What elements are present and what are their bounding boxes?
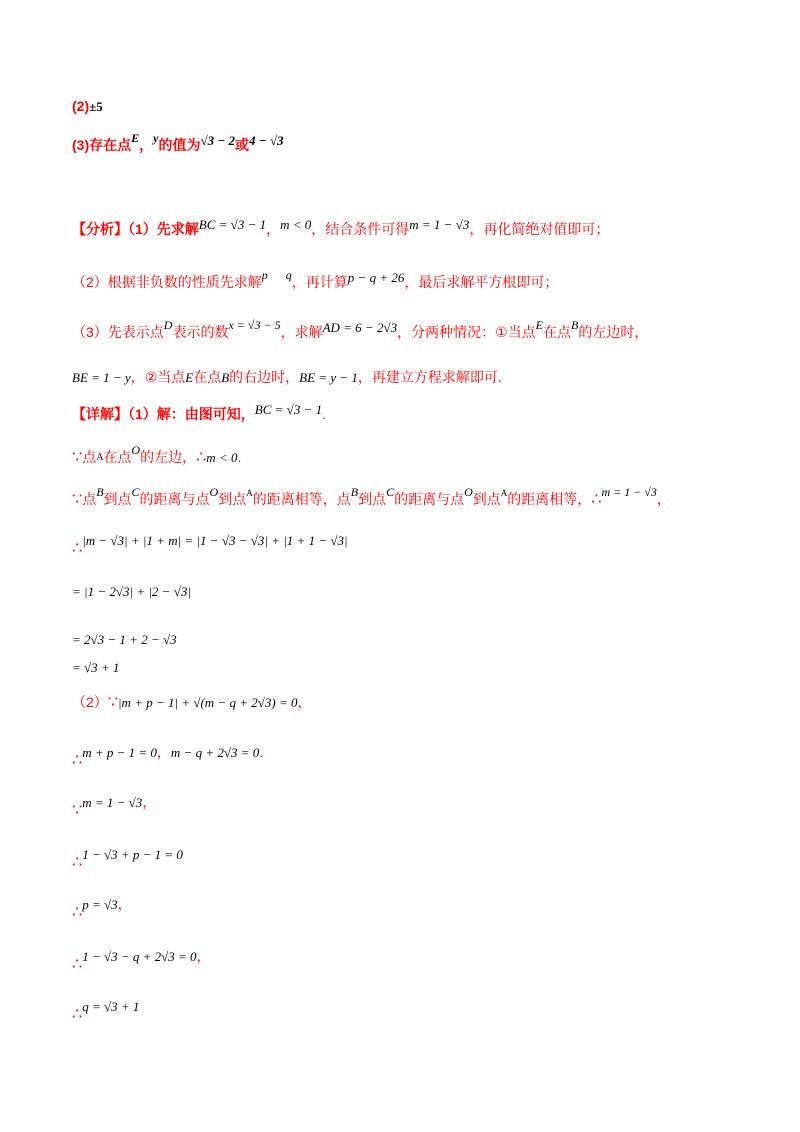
var-D: D [163,318,173,332]
formula: |m + p − 1| + √(m − q + 2√3) = 0 [117,695,298,710]
detail-line-11 [72,846,183,871]
answer-3-text: (3)存在点 [72,137,132,153]
answer-3-value2: 4 − √3 [248,133,284,148]
var-p: p [261,268,268,282]
because-symbol: ∵ [72,489,83,508]
formula: = |1 − 2√3| + |2 − √3| [72,584,191,599]
formula: m = 1 − √3 [601,485,657,499]
var-E: E [131,131,140,145]
var-A: A [500,488,508,498]
detail-line-2 [72,443,242,466]
detail-line-12 [72,896,132,921]
text: 到点 [103,491,132,507]
detail-line-8 [72,694,311,710]
text: 的距离相等， [507,491,592,507]
text: 点 [82,449,97,465]
answer-3 [72,131,284,153]
text: 的距离相等，点 [252,491,351,507]
therefore-symbol: ∴ [196,447,207,466]
detail-line-3 [72,485,671,508]
analysis-heading: 【分析】（1）先求解 [72,221,199,237]
answer-2 [72,99,103,113]
answer-2-label: (2) [72,98,90,114]
text: 到点 [472,491,501,507]
text: ，结合条件可得 [311,221,410,237]
text: 点 [82,491,97,507]
answer-3-text2: 的值为 [158,137,201,153]
text: . [259,744,264,760]
therefore-symbol: ∴ [72,852,83,871]
text: 的右边时， [229,369,300,385]
formula: m < 0 [280,217,312,232]
text: 的左边， [140,449,197,465]
detail-line-14 [72,998,140,1023]
text: 表示的数 [172,324,229,340]
formula: = √3 + 1 [72,660,120,675]
text: ， [196,948,211,964]
detail-line-1 [72,402,326,422]
analysis-line-1 [72,217,610,237]
var-O: O [209,485,219,499]
text: ，再建立方程求解即可. [357,369,502,385]
formula: m = 1 − √3 [409,217,470,232]
text: （2）根据非负数的性质先求解 [72,274,262,290]
formula: 1 − √3 + p − 1 = 0 [82,847,183,862]
detail-line-5 [72,584,191,600]
var-B: B [350,485,359,499]
answer-3-or: 或 [234,137,249,153]
therefore-symbol: ∴ [72,750,83,769]
text: 在点 [193,369,222,385]
formula: 1 − √3 − q + 2√3 = 0 [82,949,197,964]
var-C: C [131,485,140,499]
text: ， [297,694,312,710]
detail-heading: 【详解】（1）解：由图可知， [72,406,255,422]
formula: m − q + 2√3 = 0 [170,745,260,760]
text: 到点 [218,491,247,507]
because-symbol: ∵ [72,800,83,819]
detail-line-13 [72,948,211,973]
text: 的距离与点 [394,491,465,507]
var-A: A [96,452,104,463]
text: ，最后求解平方根即可； [404,274,559,290]
answer-3-value1: √3 − 2 [200,133,235,148]
text: . [322,406,326,422]
text: ， [117,896,132,912]
var-B: B [221,370,230,385]
because-symbol: ∵ [107,692,118,711]
formula: BE = y − 1 [299,370,358,385]
formula: BC = √3 − 1 [198,217,267,232]
var-E: E [185,370,194,385]
var-B: B [96,485,104,499]
var-E: E [535,318,543,332]
var-C: C [386,485,395,499]
text: ，再计算 [291,274,348,290]
analysis-line-3 [72,318,649,340]
detail-line-6 [72,632,177,648]
formula: m + p − 1 = 0 [82,745,157,760]
text: ， [656,491,671,507]
detail-line-4 [72,532,348,557]
comma: ， [266,221,281,237]
text: 的距离与点 [139,491,210,507]
formula: p − q + 26 [347,270,405,285]
answer-2-value: ±5 [89,99,103,114]
formula: |m − √3| + |1 + m| = |1 − √3 − √3| + |1 + 1 − √3| [82,533,348,548]
text: . [237,449,242,465]
text: 在点 [103,449,132,465]
text: ，再化简绝对值即可； [469,221,610,237]
analysis-line-2 [72,268,559,290]
formula: p = √3 [82,897,118,912]
formula: m = 1 − √3 [82,795,143,810]
detail-line-10 [72,794,157,819]
var-A: A [246,488,253,498]
text: 到点 [358,491,387,507]
formula: x = √3 − 5 [228,318,281,332]
text: 在点 [543,324,571,340]
comma: ， [139,137,154,153]
text: 的左边时， [578,324,649,340]
text: （2） [72,694,108,710]
analysis-line-4 [72,370,502,384]
detail-line-9 [72,744,264,769]
formula: BE = 1 − y [72,370,131,385]
formula: q = √3 + 1 [82,999,140,1014]
text: ，求解 [280,324,323,340]
formula: BC = √3 − 1 [254,402,323,417]
var-q: q [285,268,292,282]
therefore-symbol: ∴ [591,489,602,508]
text: ，②当点 [130,369,186,385]
therefore-symbol: ∴ [72,538,83,557]
text: ，分两种情况：①当点 [397,324,536,340]
var-y: y [153,131,159,145]
formula: = 2√3 − 1 + 2 − √3 [72,632,177,647]
therefore-symbol: ∴ [72,954,83,973]
text: ， [156,744,171,760]
because-symbol: ∵ [72,447,83,466]
var-B: B [571,318,579,332]
text: ， [142,794,157,810]
formula: m < 0 [206,450,238,465]
var-O: O [131,443,141,457]
therefore-symbol: ∴ [72,902,83,921]
var-O: O [464,485,473,499]
therefore-symbol: ∴ [72,1004,83,1023]
text: （3）先表示点 [72,324,164,340]
detail-line-7 [72,660,119,676]
formula: AD = 6 − 2√3 [322,320,398,335]
